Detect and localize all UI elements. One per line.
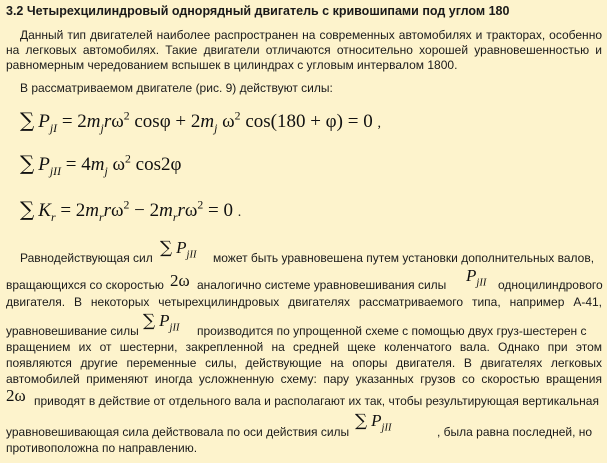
inline-pjii: $P_{jII}$ (466, 266, 487, 289)
body-line-2a: вращающихся со скоростью (6, 278, 164, 292)
body-line-4a: уравновешивание силы (6, 324, 139, 338)
body-line-2c: одноцилиндрового (498, 278, 603, 292)
inline-sum-pjii-2: ∑ $P_{jII}$ (143, 311, 180, 334)
body-line-6: появляются другие переменные силы, действующие на опоры двигателя. В двигателях легковых (6, 356, 602, 370)
body-line-9a: уравновешивающая сила действовала по оси действия силы (6, 425, 350, 439)
intro-paragraph: Данный тип двигателей наиболее распространен на современных автомобилях и тракторах, особенно на легковых автомобилях. Такие двигатели отличаются относительно хорошей уравновешенностью и равномерным чередованием вспышек в цилиндрах с угловым интервалом 1800. (6, 28, 602, 72)
body-line-7: автомобилей применяют иногда усложненную схему: пару указанных грузов со скоростью вращения (6, 372, 602, 386)
inline-2omega: 2ω (170, 271, 190, 290)
body-line-3: двигателя. В некоторых четырехцилиндровых двигателях рассматриваемого типа, например А-41, (6, 295, 602, 309)
inline-2omega-2: 2ω (6, 386, 26, 405)
body-line-5: вращением их от шестерни, закрепленной на средней щеке коленчатого вала. Однако при этом (6, 340, 602, 354)
body-line-1b: может быть уравновешена путем установки дополнительных валов, (213, 251, 595, 265)
body-line-4b: производится по упрощенной схеме с помощью двух груз-шестерен с (197, 324, 587, 338)
body-line-9b: , была равна последней, но (437, 425, 593, 439)
formula-pj1: ∑ $P_{jI} = 2m_jr\omega^2$ $\cos\varphi + 2m_j$ $\omega^2$ cos(180 + φ) = 0 , (20, 108, 381, 135)
body-line-10: противоположна по направлению. (6, 441, 198, 455)
section-title: 3.2 Четырехцилиндровый однорядный двигатель с кривошипами под углом 180 (6, 4, 510, 18)
body-line-2b: аналогично системе уравновешивания силы (197, 278, 447, 292)
inline-sum-pjii: ∑ $P_{jII}$ (160, 238, 197, 261)
forces-lead: В рассматриваемом двигателе (рис. 9) действуют силы: (20, 81, 333, 95)
formula-pj2: ∑ $P_{jII} = 4m_j$ $\omega^2$ cos2φ (20, 151, 182, 178)
inline-sum-pjii-3: ∑ $P_{jII}$ (355, 411, 392, 434)
body-line-8: приводят в действие от отдельного вала и располагают их так, чтобы результирующая вертикальная (34, 394, 599, 408)
formula-kr: ∑ $K_r = 2m_rr\omega^2 - 2m_rr\omega^2 = 0$ . (20, 197, 242, 224)
body-line-1a: Равнодействующая сил (20, 251, 153, 265)
